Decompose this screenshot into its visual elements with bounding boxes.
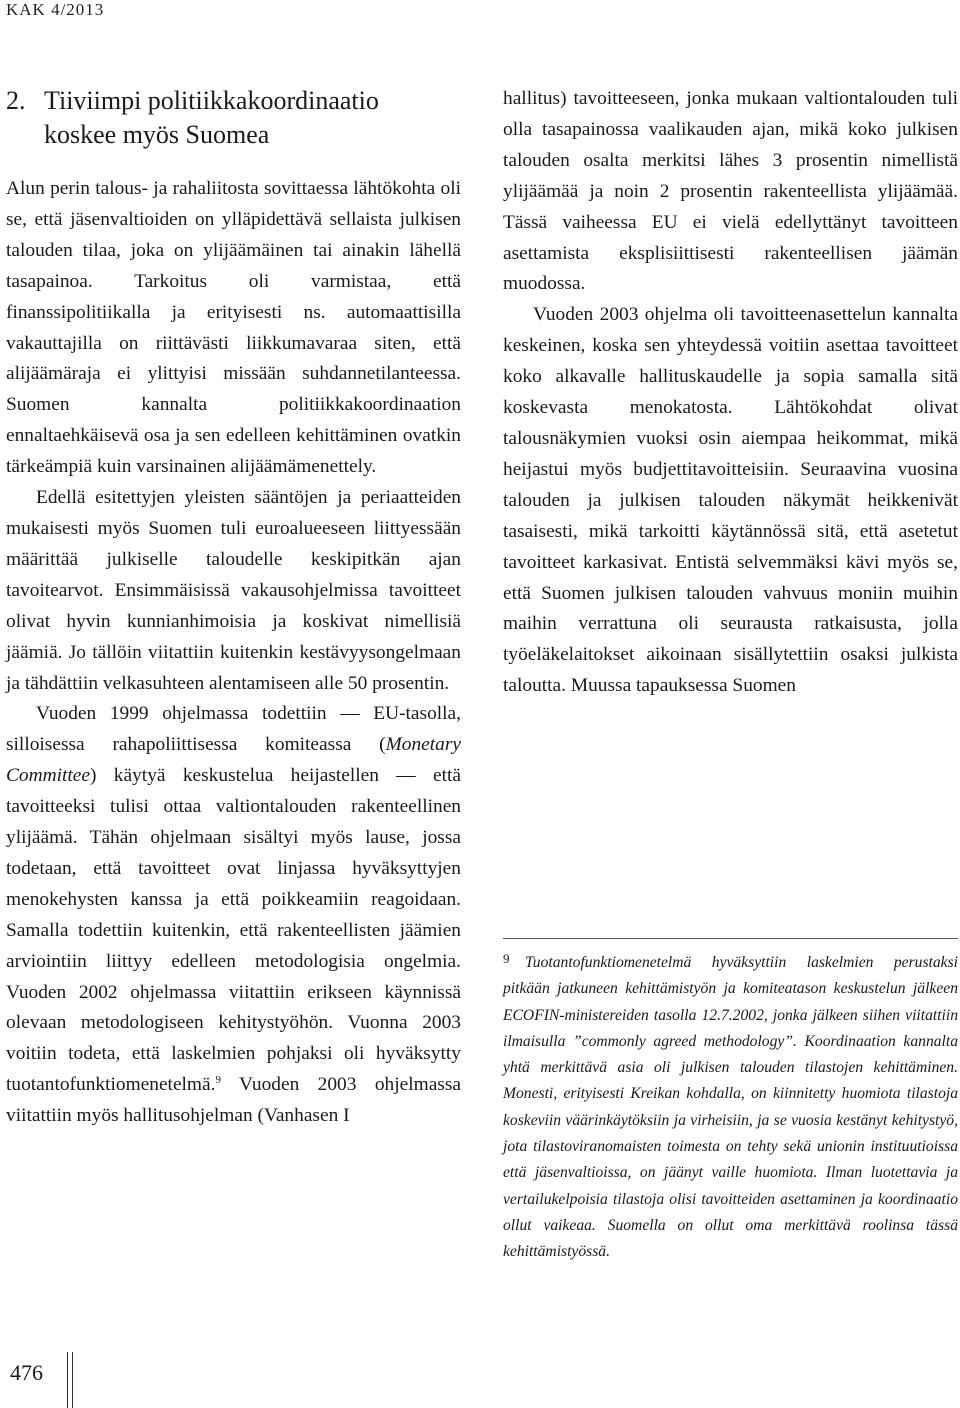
right-column — [503, 84, 958, 702]
left-paragraph-1: Alun perin talous- ja rahaliitosta sovittaessa lähtökohta oli se, että jäsenvaltioiden on ylläpidettävä sellaista julkisen talouden tilaa, joka on ylijäämäinen tai ainakin lähellä tasapainoa. Tarkoitus oli varmistaa, että finanssipolitiikalla ja erityisesti ns. automaattisilla vakauttajilla on riittävästi liikkumavaraa siten, että alijäämäraja ei ylittyisi missään suhdannetilanteessa. Suomen kannalta politiikkakoordinaation ennaltaehkäisevä osa ja sen edelleen kehittäminen ovatkin tärkeämpiä kuin varsinainen alijäämämenettely. — [6, 178, 461, 478]
footnote-reference[interactable]: 9 — [215, 1074, 221, 1087]
left-paragraph-3-part1: Vuoden 1999 ohjelmassa todettiin — EU-tasolla, silloisessa rahapoliittisessa komiteassa ( — [6, 703, 461, 756]
italic-term: Monetary Committee — [6, 734, 461, 787]
footnote-divider — [503, 938, 958, 939]
section-title-line1: Tiiviimpi politiikkakoordinaatio — [44, 86, 379, 115]
footnote — [503, 946, 958, 1266]
right-paragraph-1: hallitus) tavoitteeseen, jonka mukaan valtiontalouden tuli olla tasapainossa vaalikauden ajan, mikä koko julkisen talouden osalta merkitsi lähes 3 prosentin nimellistä ylijäämää ja noin 2 prosentin rakenteellista ylijäämää. Tässä vaiheessa EU ei vielä edellyttänyt tavoitteen asettamista eksplisiittisesti rakenteellisen jäämän muodossa. — [503, 88, 958, 295]
left-paragraph-2: Edellä esitettyjen yleisten sääntöjen ja periaatteiden mukaisesti myös Suomen tuli euroalueeseen liittyessään määrittää julkiselle taloudelle keskipitkän ajan tavoitearvot. Ensimmäisissä vakausohjelmissa tavoitteet olivat hyvin kunnianhimoisia ja koskivat nimellisiä jäämiä. Jo tällöin viitattiin kuitenkin kestävyysongelmaan ja tähdättiin velkasuhteen alentamiseen alle 50 prosentin. — [6, 487, 461, 694]
section-title-line2: koskee myös Suomea — [44, 120, 270, 149]
right-paragraph-2: Vuoden 2003 ohjelma oli tavoitteenasettelun kannalta keskeinen, koska sen yhteydessä voitiin asettaa tavoitteet koko alkavalle hallituskaudelle ja sopia samalla sitä koskevasta menokatosta. Lähtökohdat olivat talousnäkymien vuoksi osin aiempaa heikommat, mikä heijastui myös budjettitavoitteisiin. Seuraavina vuosina talouden ja julkisen talouden näkymät heikkenivät tasaisesti, mikä tarkoitti käytännössä sitä, että asetetut tavoitteet karkasivat. Entistä selvemmäksi kävi myös se, että Suomen julkisen talouden vahvuus moniin muihin maihin verrattuna oli seurausta ratkaisusta, jolla työeläkelaitokset aikoinaan sisällytettiin osaksi julkista taloutta. Muussa tapauksessa Suomen — [503, 304, 958, 697]
section-number: 2. — [6, 86, 26, 115]
page-number-rule — [67, 1352, 68, 1408]
page-number: 476 — [10, 1360, 43, 1385]
left-paragraph-3 — [6, 699, 461, 1132]
footnote-mark: 9 — [503, 951, 510, 966]
section-title — [6, 84, 461, 152]
left-paragraph-3-part2: ) käytyä keskustelua heijastellen — että tavoitteeksi tulisi ottaa valtiontalouden rakenteellinen ylijäämä. Tähän ohjelmaan sisältyi myös lause, jossa todetaan, että tavoitteet ovat linjassa hyväksyttyjen menokehysten kanssa ja että poikkeamiin reagoidaan. Samalla todettiin kuitenkin, että rakenteellisten jäämien arviointiin liittyy edelleen metodologisia ongelmia. Vuoden 2002 ohjelmassa viitattiin erikseen käynnissä olevaan metodologiseen kehitystyöhön. Vuonna 2003 voitiin todeta, että laskelmien pohjaksi oli hyväksytty tuotantofunktiomenetelmä. — [6, 765, 461, 1096]
left-column — [6, 84, 461, 1132]
left-paragraph-3-part3: Vuoden 2003 ohjelmassa viitattiin myös hallitusohjelman (Vanhasen I — [6, 1074, 461, 1127]
footnote-text: Tuotantofunktiomenetelmä hyväksyttiin laskelmien perustaksi pitkään jatkuneen kehittämistyön ja komiteatason keskustelun jälkeen ECOFIN-ministereiden tasolla 12.7.2002, jonka jälkeen siihen viitattiin ilmaisulla ”commonly agreed methodology”. Koordinaation kannalta yhtä merkittävä asia oli julkisen talouden tilastojen kehittäminen. Monesti, erityisesti Kreikan kohdalla, on kiinnitetty huomiota tilastoja koskeviin väärinkäytöksiin ja virheisiin, ja se vuosia kestänyt kehitystyö, jota tilastoviranomaisten toimesta on tehty sekä unionin instituutioissa että jäsenvaltioissa, on jäänyt vaille huomiota. Ilman luotettavia ja vertailukelpoisia tilastoja olisi tavoitteiden asettaminen ja koordinaatio ollut vaikeaa. Suomella on ollut oma merkittävä roolinsa tässä kehittämistyössä. — [503, 954, 958, 1261]
journal-header: KAK 4/2013 — [6, 0, 105, 19]
page-number-rule-2 — [72, 1352, 73, 1408]
